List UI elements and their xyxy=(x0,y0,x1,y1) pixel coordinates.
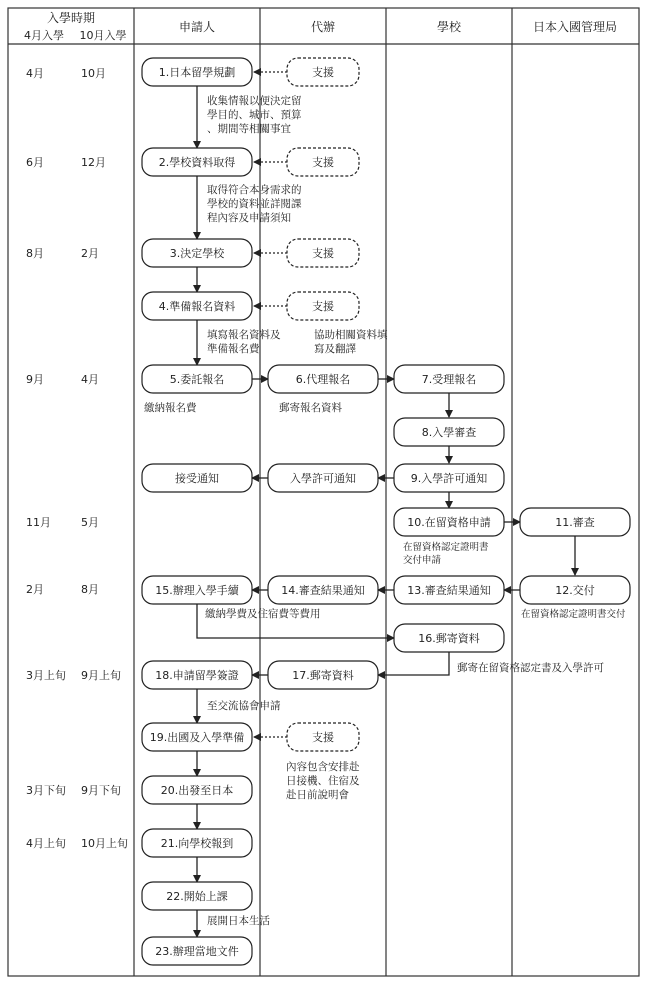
note-line: 程內容及申請須知 xyxy=(207,212,291,224)
timeline-october: 10月上旬 xyxy=(81,837,128,850)
note-line: 在留資格認定證明書 xyxy=(403,542,489,553)
timeline-april: 6月 xyxy=(26,156,44,169)
note-line: 繳納報名費 xyxy=(144,402,197,414)
october-intake-header: 10月入學 xyxy=(79,29,127,42)
step-18-label: 18.申請留學簽證 xyxy=(155,669,239,682)
step-14-label: 14.審查結果通知 xyxy=(281,584,365,597)
step-8-label: 8.入學審查 xyxy=(421,426,477,439)
step-13-label: 13.審查結果通知 xyxy=(407,584,491,597)
school-column-header: 學校 xyxy=(436,20,462,34)
timeline-october: 4月 xyxy=(81,373,99,386)
note-line: 至交流協會申請 xyxy=(207,700,281,712)
step-4-label: 4.準備報名資料 xyxy=(158,300,236,313)
timeline-april: 9月 xyxy=(26,373,44,386)
timeline-october: 2月 xyxy=(81,247,99,260)
note-line: 日接機、住宿及 xyxy=(286,775,360,787)
note-line: 郵寄報名資料 xyxy=(279,402,342,414)
timeline-april: 4月上旬 xyxy=(26,837,66,850)
arrow xyxy=(378,652,449,675)
timeline-october: 12月 xyxy=(81,156,106,169)
support-label: 支援 xyxy=(312,731,334,744)
note-line: 在留資格認定證明書交付 xyxy=(521,609,626,620)
note-line: 學校的資料並詳閱課 xyxy=(207,198,302,210)
timeline-april: 2月 xyxy=(26,583,44,596)
note-line: 、期間等相關事宜 xyxy=(207,123,291,135)
note-line: 學目的、城市、預算 xyxy=(207,109,302,121)
applicant-column-header: 申請人 xyxy=(178,20,216,34)
note-line: 內容包含安排赴 xyxy=(286,761,360,773)
note-line: 填寫報名資料及 xyxy=(207,329,281,341)
support-label: 支援 xyxy=(312,247,334,260)
step-20-label: 20.出發至日本 xyxy=(160,784,234,797)
agent-column-header: 代辦 xyxy=(310,20,336,34)
note-line: 協助相關資料填 xyxy=(314,329,388,341)
timeline-april: 3月下旬 xyxy=(26,784,66,797)
step-16-label: 16.郵寄資料 xyxy=(418,632,480,645)
note-line: 寫及翻譯 xyxy=(314,343,356,355)
note-line: 郵寄在留資格認定書及入學許可 xyxy=(457,662,604,674)
step-10-label: 10.在留資格申請 xyxy=(407,516,491,529)
timeline-october: 5月 xyxy=(81,516,99,529)
note-line: 繳納學費及住宿費等費用 xyxy=(205,608,321,620)
step-21-label: 21.向學校報到 xyxy=(160,837,234,850)
step-5-label: 5.委託報名 xyxy=(169,373,225,386)
timeline-april: 8月 xyxy=(26,247,44,260)
step-11-label: 11.審查 xyxy=(555,516,595,529)
note-line: 赴日前說明會 xyxy=(286,789,349,801)
timeline-april: 11月 xyxy=(26,516,51,529)
step-12-label: 12.交付 xyxy=(555,584,595,597)
step-2-label: 2.學校資料取得 xyxy=(158,156,236,169)
support-label: 支援 xyxy=(312,66,334,79)
note-line: 展開日本生活 xyxy=(207,915,270,927)
note-line: 取得符合本身需求的 xyxy=(207,184,302,196)
step-6-label: 6.代理報名 xyxy=(295,373,351,386)
step-9-label: 9.入學許可通知 xyxy=(410,472,488,485)
timeline-october: 10月 xyxy=(81,67,106,80)
timeline-october: 9月下旬 xyxy=(81,784,121,797)
step-19-label: 19.出國及入學準備 xyxy=(149,731,245,744)
support-label: 支援 xyxy=(312,300,334,313)
period-title: 入學時期 xyxy=(46,11,96,25)
step-22-label: 22.開始上課 xyxy=(166,890,228,903)
step-15-label: 15.辦理入學手續 xyxy=(155,584,239,597)
timeline xyxy=(26,67,128,850)
note-line: 準備報名費 xyxy=(207,343,260,355)
immigration-column-header: 日本入國管理局 xyxy=(532,20,618,34)
timeline-october: 8月 xyxy=(81,583,99,596)
timeline-april: 4月 xyxy=(26,67,44,80)
step-3-label: 3.決定學校 xyxy=(169,247,225,260)
timeline-october: 9月上旬 xyxy=(81,669,121,682)
admission-notice-label: 入學許可通知 xyxy=(290,472,356,485)
note-line: 交付申請 xyxy=(403,555,442,566)
step-1-label: 1.日本留學規劃 xyxy=(158,66,236,79)
support-label: 支援 xyxy=(312,156,334,169)
receive-notice-label: 接受通知 xyxy=(175,472,219,485)
note-line: 收集情報以便決定留 xyxy=(207,95,302,107)
step-23-label: 23.辦理當地文件 xyxy=(155,945,239,958)
step-7-label: 7.受理報名 xyxy=(421,373,477,386)
april-intake-header: 4月入學 xyxy=(24,29,64,42)
step-17-label: 17.郵寄資料 xyxy=(292,669,354,682)
timeline-april: 3月上旬 xyxy=(26,669,66,682)
